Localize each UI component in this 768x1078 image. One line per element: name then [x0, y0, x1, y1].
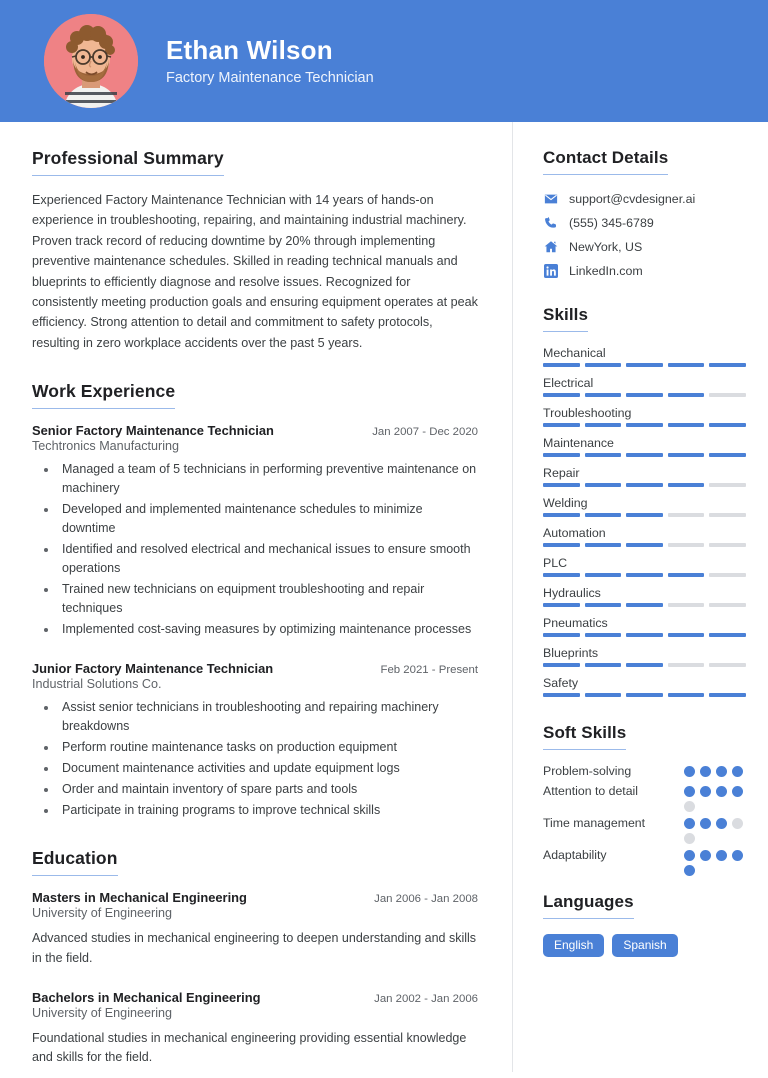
- experience-dates: Jan 2007 - Dec 2020: [372, 426, 478, 439]
- soft-skills-section: [543, 723, 746, 876]
- avatar-photo-icon: [44, 14, 138, 108]
- rating-dot: [716, 818, 727, 829]
- language-chip[interactable]: Spanish: [612, 934, 677, 957]
- skill-label: Troubleshooting: [543, 406, 632, 420]
- experience-item: [32, 661, 478, 820]
- list-item: • Trained new technicians on equipment troubleshooting and repair techniques: [58, 580, 478, 618]
- experience-organization: Techtronics Manufacturing: [32, 439, 179, 454]
- experience-role: Junior Factory Maintenance Technician: [32, 661, 274, 677]
- soft-skill-label: Time management: [543, 815, 646, 830]
- soft-skill-label: Problem-solving: [543, 764, 632, 778]
- experience-dates: Feb 2021 - Present: [380, 664, 478, 677]
- soft-skill-item: [543, 815, 746, 844]
- contact-row-phone[interactable]: [543, 215, 746, 230]
- skill-item: [543, 642, 746, 671]
- education-description: Foundational studies in mechanical engineering providing essential knowledge and skills for the field.: [32, 1030, 467, 1065]
- contact-value-linkedin: LinkedIn.com: [569, 263, 643, 278]
- skills-section: [543, 305, 746, 701]
- contact-row-email[interactable]: [543, 191, 746, 206]
- rating-dot: [716, 766, 727, 777]
- rating-dot: [716, 786, 727, 797]
- skill-item: [543, 492, 746, 521]
- skill-label: Welding: [543, 496, 588, 510]
- list-item: • Assist senior technicians in troubleshooting and repairing machinery breakdowns: [58, 698, 478, 736]
- contact-list: [543, 191, 746, 278]
- skill-segment: [709, 573, 746, 577]
- skill-segment: [709, 603, 746, 607]
- rating-dot: [684, 766, 695, 777]
- skill-segment: [543, 693, 580, 697]
- contact-row-linkedin[interactable]: [543, 263, 746, 278]
- skill-segment: [668, 483, 705, 487]
- skill-item: [543, 402, 746, 431]
- section-heading-education: Education: [32, 848, 118, 876]
- language-chip[interactable]: English: [543, 934, 604, 957]
- rating-dot: [700, 766, 711, 777]
- skill-segment: [709, 423, 746, 427]
- skill-segment: [709, 543, 746, 547]
- education-section: [32, 848, 478, 1068]
- skill-label: Electrical: [543, 376, 594, 390]
- skill-level-bar: [543, 483, 746, 491]
- rating-dot: [732, 786, 743, 797]
- soft-skill-rating: [684, 847, 746, 876]
- skill-segment: [709, 363, 746, 367]
- contact-details-section: [543, 148, 746, 278]
- skill-level-bar: [543, 543, 746, 551]
- experience-bullet-list: [32, 460, 478, 639]
- skill-label: Safety: [543, 676, 579, 690]
- rating-dot: [700, 818, 711, 829]
- skill-segment: [626, 633, 663, 637]
- skill-segment: [585, 573, 622, 577]
- list-item: • Order and maintain inventory of spare parts and tools: [58, 780, 478, 799]
- skill-segment: [626, 363, 663, 367]
- skill-segment: [626, 483, 663, 487]
- soft-skills-list: [543, 763, 746, 876]
- skill-level-bar: [543, 573, 746, 581]
- work-experience-section: [32, 381, 478, 820]
- skill-segment: [668, 453, 705, 457]
- section-heading-professional-summary: Professional Summary: [32, 148, 224, 176]
- avatar: [44, 14, 138, 108]
- skill-segment: [709, 693, 746, 697]
- skill-segment: [543, 483, 580, 487]
- skill-segment: [543, 573, 580, 577]
- home-icon: [543, 239, 558, 254]
- skill-segment: [585, 543, 622, 547]
- skill-label: Blueprints: [543, 646, 599, 660]
- candidate-job-title: Factory Maintenance Technician: [166, 70, 374, 87]
- skill-item: [543, 552, 746, 581]
- rating-dot: [684, 833, 695, 844]
- skill-level-bar: [543, 363, 746, 371]
- skill-segment: [626, 393, 663, 397]
- skill-segment: [668, 543, 705, 547]
- rating-dot: [732, 766, 743, 777]
- education-dates: Jan 2006 - Jan 2008: [374, 893, 478, 906]
- skill-label: Mechanical: [543, 346, 606, 360]
- candidate-name: Ethan Wilson: [166, 34, 333, 65]
- experience-bullet-list: [32, 698, 478, 820]
- skill-segment: [543, 603, 580, 607]
- skill-level-bar: [543, 513, 746, 521]
- skill-segment: [585, 483, 622, 487]
- rating-dot: [716, 850, 727, 861]
- skills-list: [543, 342, 746, 701]
- rating-dot: [684, 818, 695, 829]
- skill-segment: [668, 513, 705, 517]
- skill-level-bar: [543, 393, 746, 401]
- languages-section: [543, 892, 746, 957]
- skill-segment: [709, 663, 746, 667]
- experience-organization: Industrial Solutions Co.: [32, 677, 162, 692]
- rating-dot: [684, 850, 695, 861]
- linkedin-icon: [543, 263, 558, 278]
- experience-item: [32, 423, 478, 639]
- rating-dot: [700, 850, 711, 861]
- skill-label: Hydraulics: [543, 586, 601, 600]
- list-item: • Managed a team of 5 technicians in performing preventive maintenance on machinery: [58, 460, 478, 498]
- skill-level-bar: [543, 693, 746, 701]
- skill-level-bar: [543, 663, 746, 671]
- skill-segment: [626, 663, 663, 667]
- section-heading-languages: Languages: [543, 892, 634, 919]
- education-school: University of Engineering: [32, 1005, 173, 1020]
- skill-segment: [585, 693, 622, 697]
- envelope-icon: [543, 191, 558, 206]
- education-item: [32, 990, 478, 1068]
- soft-skill-rating: [684, 815, 746, 844]
- skill-segment: [626, 693, 663, 697]
- skill-segment: [543, 393, 580, 397]
- skill-segment: [668, 423, 705, 427]
- skill-label: Repair: [543, 466, 580, 480]
- resume-header: [0, 0, 768, 122]
- skill-segment: [585, 363, 622, 367]
- soft-skill-label: Adaptability: [543, 847, 607, 862]
- rating-dot: [684, 801, 695, 812]
- professional-summary-text: Experienced Factory Maintenance Technician with 14 years of hands-on experience in troubleshooting, repairing, and maintaining industrial machinery. Proven track record of reducing downtime by 20% through implementing preventive maintenance schedules. Skilled in reading technical manuals and blueprints to efficiently diagnose and resolve issues. Recognized for consistently meeting production goals and ensuring equipment operates at peak efficiency. Strong attention to detail and commitment to safety protocols, resulting in zero workplace accidents over the past 5 years.: [32, 193, 478, 350]
- contact-value-location: NewYork, US: [569, 239, 643, 254]
- rating-dot: [732, 818, 743, 829]
- skill-segment: [668, 573, 705, 577]
- skill-item: [543, 342, 746, 371]
- skill-segment: [585, 603, 622, 607]
- skill-segment: [543, 453, 580, 457]
- rating-dot: [700, 786, 711, 797]
- skill-segment: [543, 543, 580, 547]
- rating-dot: [684, 865, 695, 876]
- skill-level-bar: [543, 423, 746, 431]
- list-item: • Perform routine maintenance tasks on production equipment: [58, 738, 478, 757]
- skill-item: [543, 612, 746, 641]
- skill-segment: [626, 423, 663, 427]
- main-column: [0, 122, 512, 1072]
- education-dates: Jan 2002 - Jan 2006: [374, 992, 478, 1005]
- rating-dot: [732, 850, 743, 861]
- skill-level-bar: [543, 633, 746, 641]
- skill-segment: [543, 633, 580, 637]
- soft-skill-item: [543, 783, 746, 812]
- contact-row-location[interactable]: [543, 239, 746, 254]
- section-heading-skills: Skills: [543, 305, 588, 332]
- education-description: Advanced studies in mechanical engineering to deepen understanding and skills in the field.: [32, 931, 477, 965]
- skill-segment: [626, 513, 663, 517]
- education-degree: Bachelors in Mechanical Engineering: [32, 989, 261, 1005]
- contact-value-email: support@cvdesigner.ai: [569, 191, 696, 206]
- language-chip-list: [543, 934, 746, 957]
- skill-item: [543, 582, 746, 611]
- skill-segment: [585, 633, 622, 637]
- skill-segment: [626, 453, 663, 457]
- soft-skill-rating: [684, 783, 746, 812]
- skill-item: [543, 522, 746, 551]
- skill-label: PLC: [543, 556, 568, 570]
- skill-segment: [709, 513, 746, 517]
- list-item: • Document maintenance activities and update equipment logs: [58, 759, 478, 778]
- skill-segment: [668, 363, 705, 367]
- professional-summary-section: [32, 148, 478, 353]
- skill-label: Automation: [543, 526, 606, 540]
- education-item: [32, 890, 478, 968]
- skill-segment: [585, 453, 622, 457]
- skill-segment: [543, 663, 580, 667]
- phone-icon: [543, 215, 558, 230]
- skill-segment: [585, 423, 622, 427]
- experience-role: Senior Factory Maintenance Technician: [32, 423, 274, 439]
- sidebar-column: [513, 122, 768, 961]
- skill-item: [543, 672, 746, 701]
- education-school: University of Engineering: [32, 906, 173, 921]
- skill-segment: [709, 483, 746, 487]
- skill-segment: [585, 393, 622, 397]
- contact-value-phone: (555) 345-6789: [569, 215, 654, 230]
- skill-segment: [585, 513, 622, 517]
- skill-segment: [543, 363, 580, 367]
- skill-level-bar: [543, 603, 746, 611]
- rating-dot: [684, 786, 695, 797]
- skill-segment: [668, 603, 705, 607]
- section-heading-soft-skills: Soft Skills: [543, 723, 626, 750]
- skill-label: Maintenance: [543, 436, 614, 450]
- list-item: • Participate in training programs to improve technical skills: [58, 801, 478, 820]
- skill-label: Pneumatics: [543, 616, 608, 630]
- skill-segment: [585, 663, 622, 667]
- list-item: • Developed and implemented maintenance schedules to minimize downtime: [58, 500, 478, 538]
- skill-level-bar: [543, 453, 746, 461]
- soft-skill-item: [543, 763, 746, 780]
- section-heading-contact-details: Contact Details: [543, 148, 668, 175]
- soft-skill-label: Attention to detail: [543, 783, 639, 798]
- header-text-block: [166, 36, 374, 87]
- skill-segment: [709, 633, 746, 637]
- skill-item: [543, 432, 746, 461]
- skill-segment: [668, 693, 705, 697]
- skill-segment: [626, 603, 663, 607]
- section-heading-work-experience: Work Experience: [32, 381, 175, 409]
- skill-segment: [626, 573, 663, 577]
- education-degree: Masters in Mechanical Engineering: [32, 890, 247, 906]
- skill-segment: [668, 633, 705, 637]
- skill-segment: [543, 513, 580, 517]
- resume-body: [0, 122, 768, 1072]
- skill-segment: [709, 453, 746, 457]
- skill-segment: [668, 663, 705, 667]
- skill-segment: [668, 393, 705, 397]
- soft-skill-rating: [684, 763, 746, 777]
- skill-segment: [543, 423, 580, 427]
- skill-segment: [626, 543, 663, 547]
- skill-item: [543, 462, 746, 491]
- soft-skill-item: [543, 847, 746, 876]
- list-item: • Identified and resolved electrical and mechanical issues to ensure smooth operations: [58, 540, 478, 578]
- skill-item: [543, 372, 746, 401]
- list-item: • Implemented cost-saving measures by optimizing maintenance processes: [58, 620, 478, 639]
- skill-segment: [709, 393, 746, 397]
